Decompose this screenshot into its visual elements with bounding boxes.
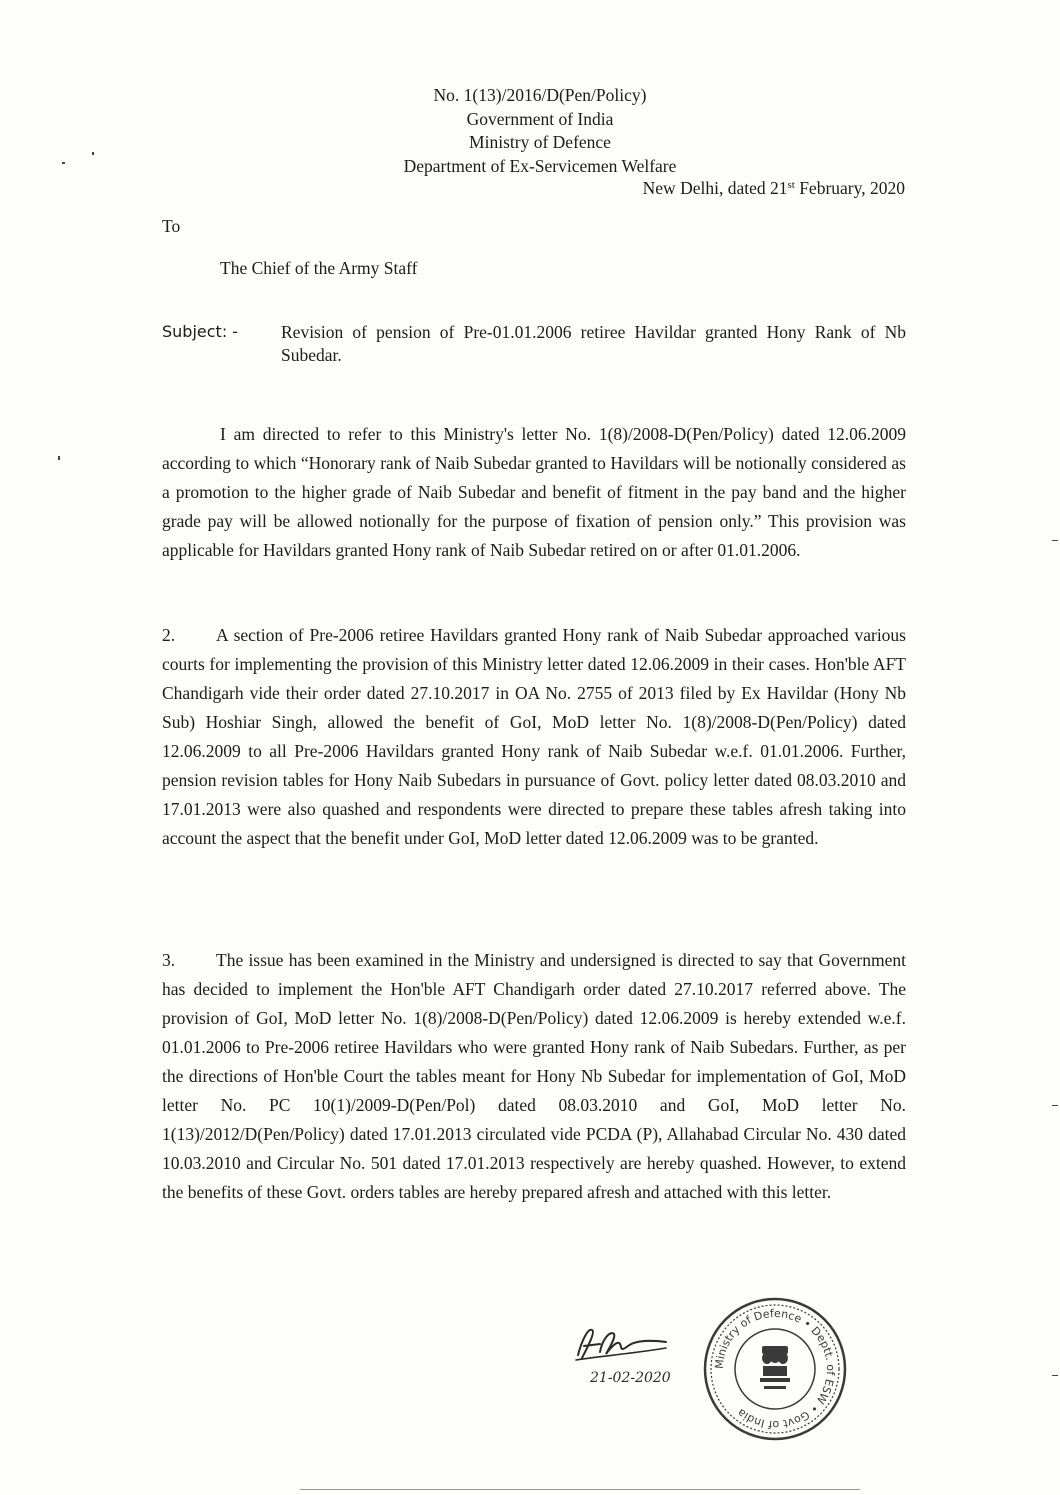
paragraph-3-number: 3.: [162, 950, 176, 970]
letter-header: [360, 84, 720, 178]
scan-speck: [58, 456, 60, 460]
subject-text: Revision of pension of Pre-01.01.2006 retiree Havildar granted Hony Rank of Nb Subedar.: [281, 322, 906, 365]
subject-label: Subject: -: [162, 322, 239, 341]
department-name: Department of Ex-Servicemen Welfare: [403, 155, 677, 176]
official-seal: [700, 1294, 850, 1444]
letter-number: No. 1(13)/2016/D(Pen/Policy): [433, 85, 647, 105]
paragraph-2-number: 2.: [162, 625, 176, 645]
ministry-name: Ministry of Defence: [469, 132, 611, 152]
scan-speck: [62, 162, 65, 164]
recipient: The Chief of the Army Staff: [220, 258, 418, 278]
seal-ring-text: Ministry of Defence • Deptt. of ESW • Govt of India: [712, 1306, 838, 1432]
paragraph-2: [162, 621, 906, 853]
paragraph-3-text: The issue has been examined in the Ministry and undersigned is directed to say that Government has decided to implement the Hon'ble AFT Chandigarh order dated 27.10.2017 referred above. The provision of GoI, MoD letter No. 1(8)/2008-D(Pen/Policy) dated 12.06.2009 is hereby extended w.e.f. 01.01.2006 to Pre-2006 retiree Havildars who were granted Hony rank of Naib Subedars. Further, as per the directions of Hon'ble Court the tables meant for Hony Nb Subedar for implementation of GoI, MoD letter No. PC 10(1)/2009-D(Pen/Pol) dated 08.03.2010 and GoI, MoD letter No. 1(13)/2012/D(Pen/Policy) dated 17.01.2013 circulated vide PCDA (P), Allahabad Circular No. 430 dated 10.03.2010 and Circular No. 501 dated 17.01.2013 respectively are hereby quashed. However, to extend the benefits of these Govt. orders tables are hereby prepared afresh and attached with this letter.: [162, 950, 906, 1202]
paragraph-1-text: I am directed to refer to this Ministry's letter No. 1(8)/2008-D(Pen/Policy) dated 12.06.2009 according to which “Honorary rank of Naib Subedar granted to Havildars will be notionally considered as a promotion to the higher grade of Naib Subedar and benefit of fitment in the pay band and the higher grade pay will be allowed notionally for the purpose of fixation of pension only.” This provision was applicable for Havildars granted Hony rank of Naib Subedar retired on or after 01.01.2006.: [162, 424, 906, 560]
government-name: Government of India: [466, 108, 614, 129]
paragraph-1: [162, 420, 906, 565]
signature: [570, 1300, 710, 1400]
scan-speck: [1052, 1375, 1058, 1376]
scan-edge-line: [300, 1489, 860, 1490]
paragraph-3: [162, 946, 906, 1207]
scan-speck: [92, 152, 94, 155]
scan-speck: [1052, 1105, 1058, 1106]
to-label: To: [162, 216, 181, 236]
scan-speck: [1052, 540, 1058, 541]
letter-date: New Delhi, dated 21st February, 2020: [642, 178, 905, 198]
paragraph-2-text: A section of Pre-2006 retiree Havildars granted Hony rank of Naib Subedar approached various courts for implementing the provision of this Ministry letter dated 12.06.2009 in their cases. Hon'ble AFT Chandigarh vide their order dated 27.10.2017 in OA No. 2755 of 2013 filed by Ex Havildar (Hony Nb Sub) Hoshiar Singh, allowed the benefit of GoI, MoD letter No. 1(8)/2008-D(Pen/Policy) dated 12.06.2009 to all Pre-2006 Havildars granted Hony rank of Naib Subedar w.e.f. 01.01.2006. Further, pension revision tables for Hony Naib Subedars in pursuance of Govt. policy letter dated 08.03.2010 and 17.01.2013 were also quashed and respondents were directed to prepare these tables afresh taking into account the aspect that the benefit under GoI, MoD letter dated 12.06.2009 was to be granted.: [162, 625, 906, 848]
signature-date: 21-02-2020: [590, 1370, 671, 1386]
emblem-icon: [760, 1346, 790, 1389]
